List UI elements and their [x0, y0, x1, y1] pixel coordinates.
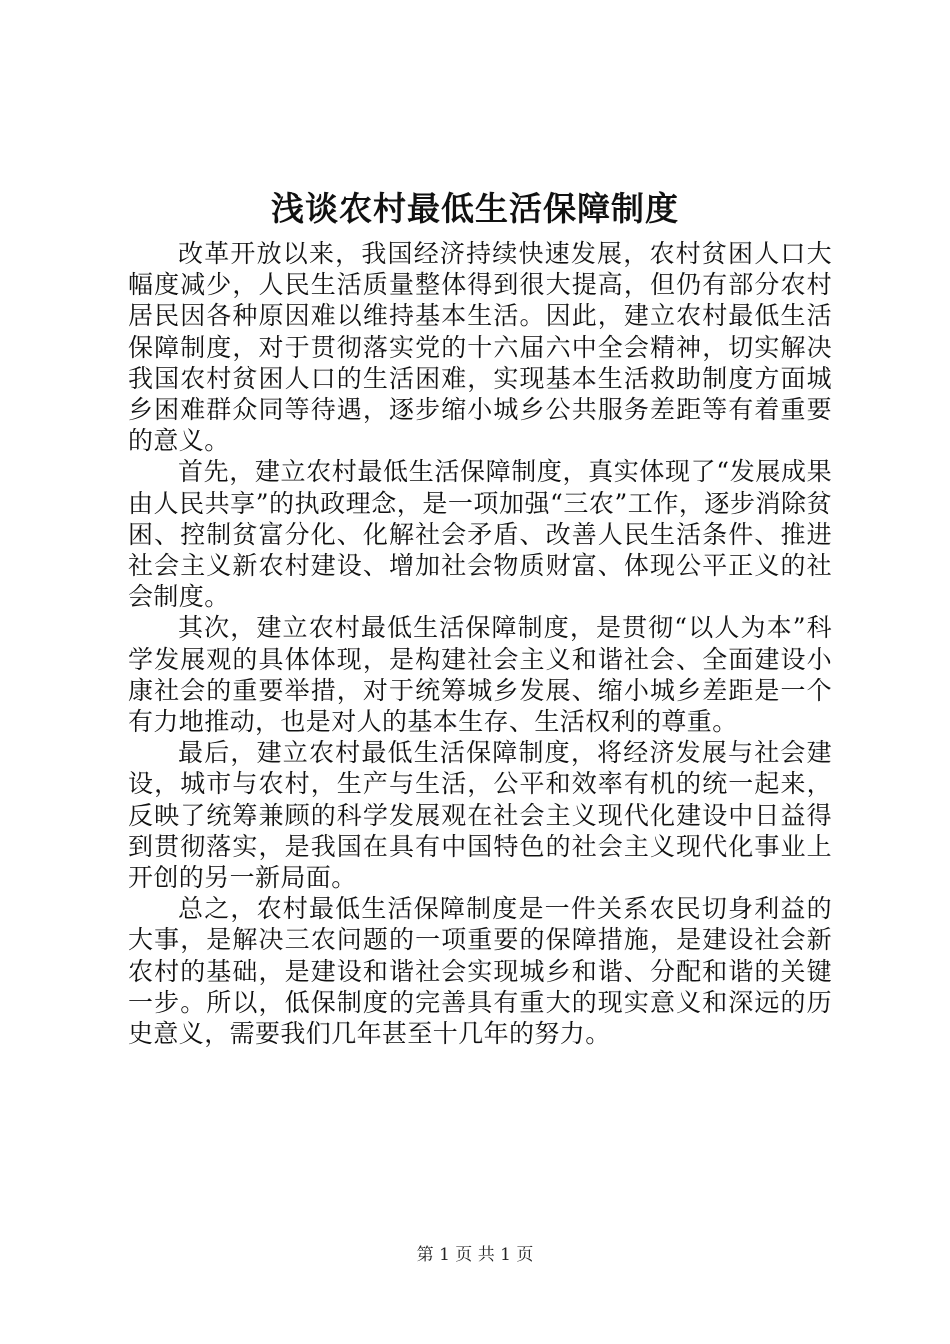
- paragraph-first: 首先，建立农村最低生活保障制度，真实体现了“发展成果由人民共享”的执政理念，是一项加强“三农”工作，逐步消除贫困、控制贫富分化、化解社会矛盾、改善人民生活条件、推进社会主义新农村建设、增加社会物质财富、体现公平正义的社会制度。: [128, 457, 832, 612]
- paragraph-last: 最后，建立农村最低生活保障制度，将经济发展与社会建设，城市与农村，生产与生活，公平和效率有机的统一起来，反映了统筹兼顾的科学发展观在社会主义现代化建设中日益得到贯彻落实，是我国在具有中国特色的社会主义现代化事业上开创的另一新局面。: [128, 738, 832, 893]
- document-body: [128, 238, 832, 1049]
- paragraph-second: 其次，建立农村最低生活保障制度，是贯彻“以人为本”科学发展观的具体体现，是构建社会主义和谐社会、全面建设小康社会的重要举措，对于统筹城乡发展、缩小城乡差距是一个有力地推动，也是对人的基本生存、生活权利的尊重。: [128, 613, 832, 737]
- paragraph-conclusion: 总之，农村最低生活保障制度是一件关系农民切身利益的大事，是解决三农问题的一项重要的保障措施，是建设社会新农村的基础，是建设和谐社会实现城乡和谐、分配和谐的关键一步。所以，低保制度的完善具有重大的现实意义和深远的历史意义，需要我们几年甚至十几年的努力。: [128, 894, 832, 1049]
- paragraph-intro: 改革开放以来，我国经济持续快速发展，农村贫困人口大幅度减少，人民生活质量整体得到很大提高，但仍有部分农村居民因各种原因难以维持基本生活。因此，建立农村最低生活保障制度，对于贯彻落实党的十六届六中全会精神，切实解决我国农村贫困人口的生活困难，实现基本生活救助制度方面城乡困难群众同等待遇，逐步缩小城乡公共服务差距等有着重要的意义。: [128, 239, 832, 456]
- document-title: 浅谈农村最低生活保障制度: [271, 189, 679, 228]
- page-footer: 第 1 页 共 1 页: [416, 1245, 534, 1265]
